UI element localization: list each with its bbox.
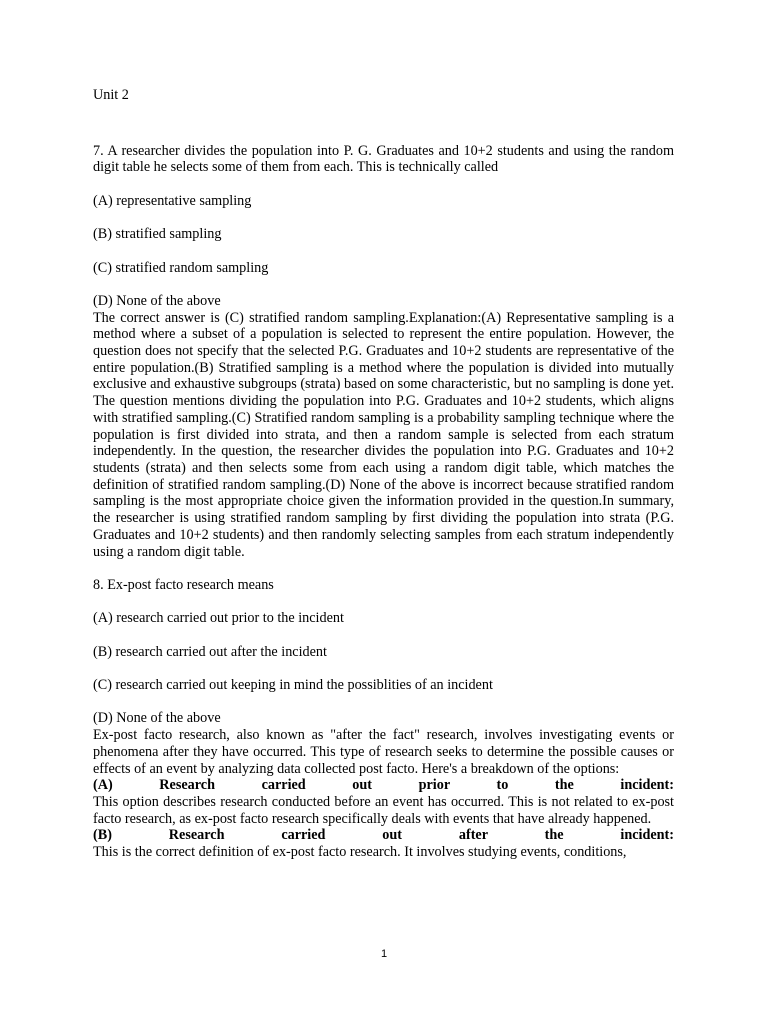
q8-breakdown-b-heading: (B) Research carried out after the incident:: [93, 827, 674, 844]
unit-title: Unit 2: [93, 87, 129, 103]
q8-intro: Ex-post facto research, also known as "after the fact" research, involves investigating events or phenomena after they have occurred. This type of research seeks to determine the possible causes or effects of an event by analyzing data collected post facto. Here's a breakdown of the options:: [93, 727, 674, 777]
question-8: 8. Ex-post facto research means: [93, 576, 274, 593]
q8-breakdown-b-text: This is the correct definition of ex-post facto research. It involves studying events, conditions,: [93, 844, 627, 861]
q7-option-d: (D) None of the above: [93, 292, 221, 309]
q8-breakdown-a-text: This option describes research conducted before an event has occurred. This is not related to ex-post facto research, as ex-post facto research specifically deals with events that have already happened.: [93, 793, 674, 827]
q8-option-a: (A) research carried out prior to the incident: [93, 610, 344, 627]
q7-option-c: (C) stratified random sampling: [93, 259, 269, 276]
page-number: 1: [380, 948, 388, 960]
q7-option-b: (B) stratified sampling: [93, 226, 222, 243]
q8-option-c: (C) research carried out keeping in mind the possiblities of an incident: [93, 677, 493, 694]
q7-answer-explanation: The correct answer is (C) stratified random sampling.Explanation:(A) Representative sampling is a method where a subset of a population is selected to represent the entire population. However, the question does not specify that the selected P.G. Graduates and 10+2 students are representative of the entire population.(B) Stratified sampling is a method where the population is divided into mutually exclusive and exhaustive subgroups (strata) based on some characteristic, but no sampling is done yet. The question mentions dividing the population into P.G. Graduates and 10+2 students, which aligns with stratified sampling.(C) Stratified random sampling is a probability sampling technique where the population is first divided into strata, and then a random sample is selected from each stratum independently. In the question, the researcher divides the population into P.G. Graduates and 10+2 students (strata) and then selects some from each using a random digit table, which matches the definition of stratified random sampling.(D) None of the above is incorrect because stratified random sampling is the most appropriate choice given the information provided in the question.In summary, the researcher is using stratified random sampling by first dividing the population into strata (P.G. Graduates and 10+2 students) and then randomly selecting samples from each stratum independently using a random digit table.: [93, 309, 674, 560]
q7-option-a: (A) representative sampling: [93, 192, 252, 209]
q8-option-b: (B) research carried out after the incident: [93, 643, 327, 660]
q8-breakdown-a-heading: (A) Research carried out prior to the incident:: [93, 777, 674, 794]
document-body: [93, 87, 674, 861]
q8-option-d: (D) None of the above: [93, 710, 221, 727]
question-7: 7. A researcher divides the population into P. G. Graduates and 10+2 students and using the random digit table he selects some of them from each. This is technically called: [93, 142, 674, 176]
